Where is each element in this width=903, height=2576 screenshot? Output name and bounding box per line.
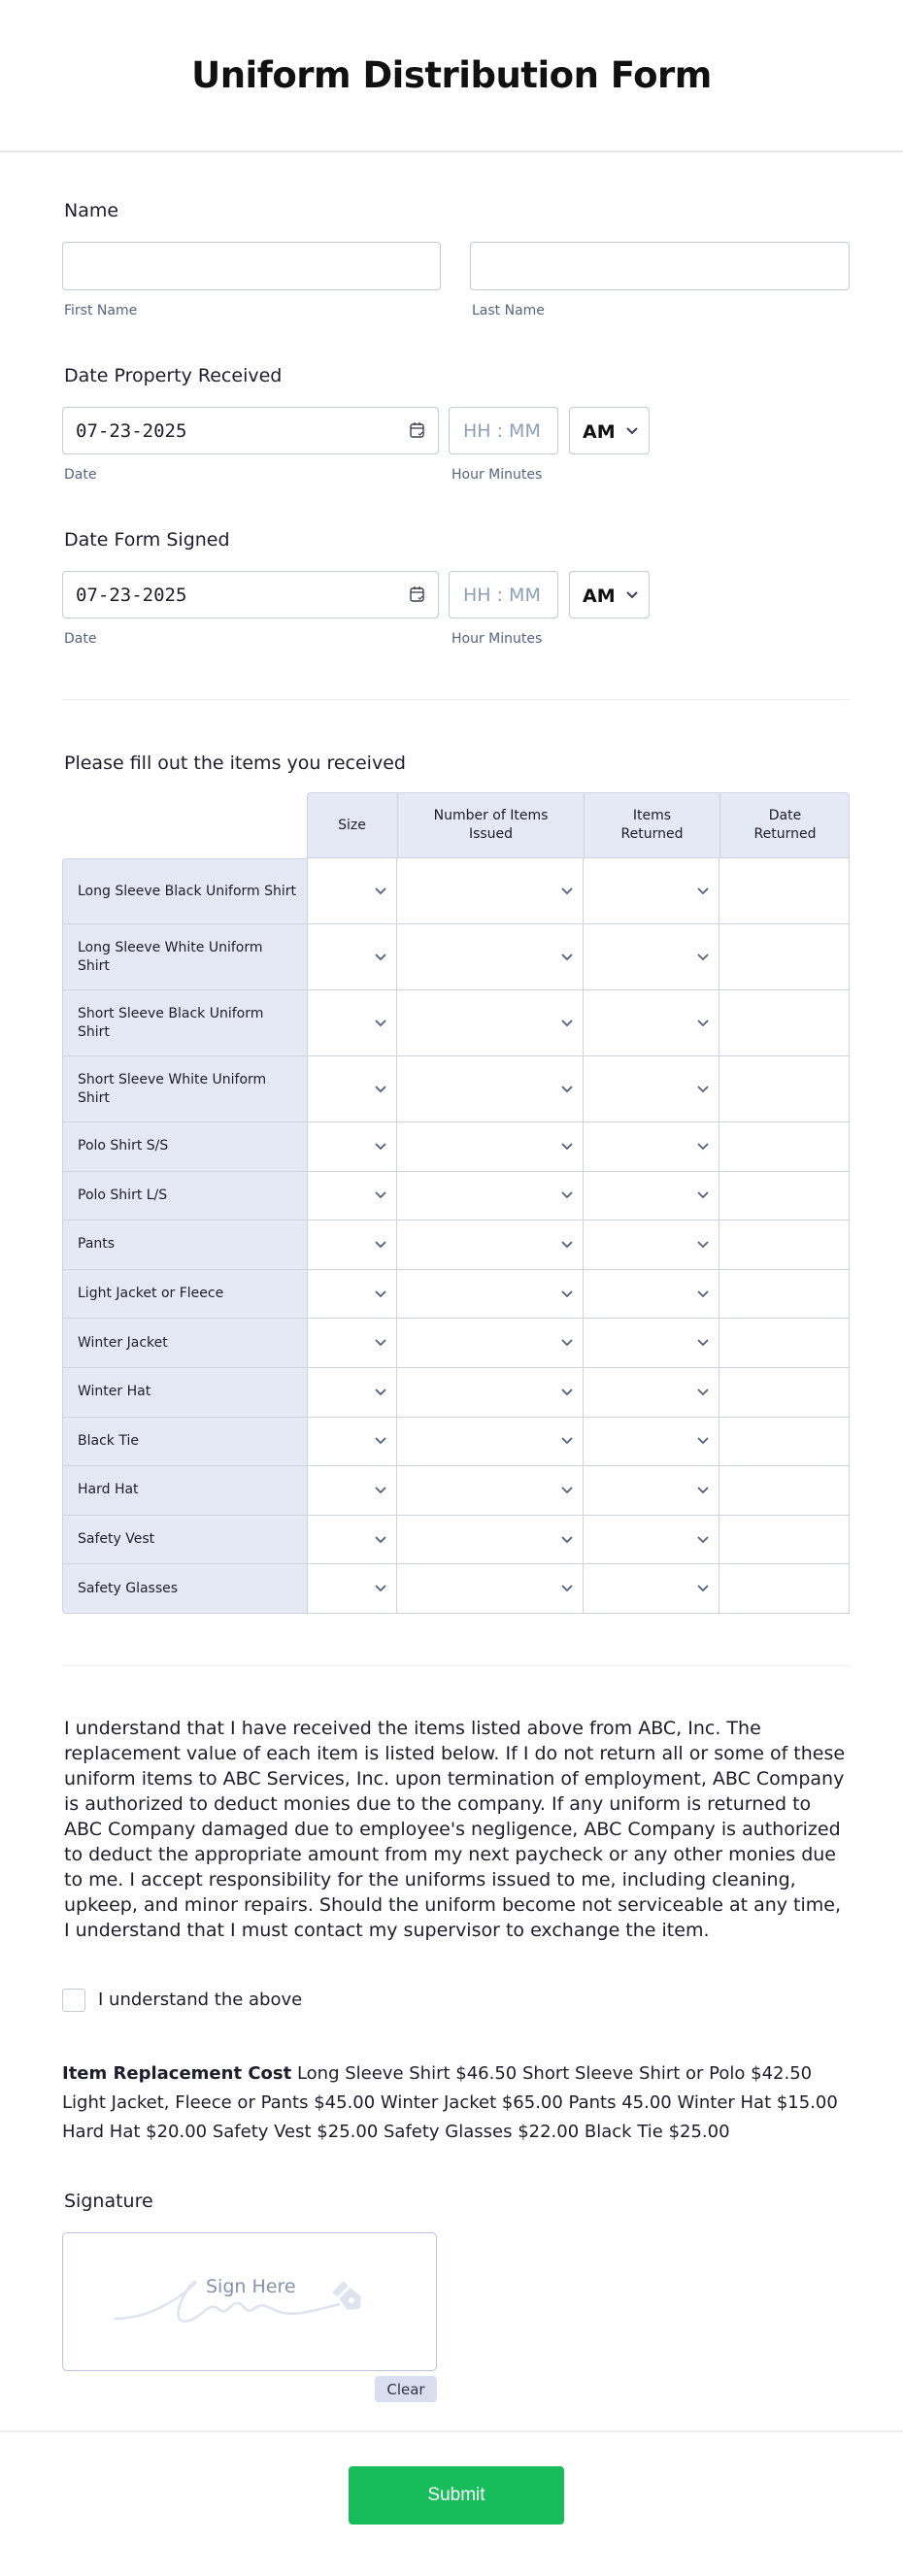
- date-returned-input[interactable]: [719, 1516, 850, 1565]
- time-signed-placeholder: HH : MM: [463, 585, 541, 606]
- number-issued-select[interactable]: [396, 1319, 583, 1368]
- number-issued-select[interactable]: [396, 1516, 583, 1565]
- number-issued-select[interactable]: [396, 1122, 583, 1172]
- chevron-down-icon: [561, 1487, 573, 1494]
- date-returned-input[interactable]: [719, 1319, 850, 1368]
- chevron-down-icon: [697, 1437, 709, 1445]
- number-issued-select[interactable]: [396, 1368, 583, 1418]
- table-row-label: Polo Shirt S/S: [62, 1122, 307, 1172]
- size-select[interactable]: [307, 924, 396, 990]
- calendar-icon[interactable]: [409, 421, 426, 439]
- chevron-down-icon: [375, 1388, 386, 1396]
- size-select[interactable]: [307, 1319, 396, 1368]
- number-issued-select[interactable]: [396, 1270, 583, 1320]
- chevron-down-icon: [697, 1536, 709, 1544]
- table-row-label: Pants: [62, 1221, 307, 1270]
- date-signed-input[interactable]: [62, 571, 439, 619]
- number-issued-select[interactable]: [396, 1172, 583, 1221]
- understand-checkbox-label: I understand the above: [98, 1990, 303, 2010]
- items-returned-select[interactable]: [583, 1564, 719, 1614]
- column-header-number-issued: Number of Items Issued: [397, 793, 584, 857]
- time-signed-input[interactable]: [449, 571, 558, 619]
- chevron-down-icon: [561, 1536, 573, 1544]
- table-row-label: Short Sleeve Black Uniform Shirt: [62, 990, 307, 1056]
- chevron-down-icon: [561, 1241, 573, 1249]
- chevron-down-icon: [697, 887, 709, 895]
- chevron-down-icon: [375, 1086, 386, 1093]
- ampm-received-select[interactable]: [569, 407, 650, 454]
- time-received-input[interactable]: [449, 407, 558, 454]
- column-header-size: Size: [338, 817, 366, 833]
- calendar-icon[interactable]: [409, 585, 426, 603]
- chevron-down-icon: [697, 1191, 709, 1199]
- date-returned-input[interactable]: [719, 1056, 850, 1122]
- chevron-down-icon: [561, 1339, 573, 1347]
- size-select[interactable]: [307, 1122, 396, 1172]
- time-signed-sublabel: Hour Minutes: [452, 631, 543, 647]
- table-row-label: Long Sleeve White Uniform Shirt: [62, 924, 307, 990]
- table-header: [307, 792, 850, 858]
- chevron-down-icon: [561, 1020, 573, 1027]
- chevron-down-icon: [697, 1487, 709, 1494]
- table-row-label: Black Tie: [62, 1418, 307, 1467]
- size-select[interactable]: [307, 1172, 396, 1221]
- date-received-sublabel: Date: [64, 467, 97, 483]
- first-name-input[interactable]: [62, 242, 441, 290]
- chevron-down-icon: [697, 1143, 709, 1151]
- chevron-down-icon: [697, 1339, 709, 1347]
- ampm-signed-value: AM: [583, 585, 616, 607]
- chevron-down-icon: [375, 1585, 386, 1592]
- size-select[interactable]: [307, 1466, 396, 1516]
- chevron-down-icon: [375, 1339, 386, 1347]
- date-signed-value: 07-23-2025: [76, 585, 187, 606]
- table-row-label: Hard Hat: [62, 1466, 307, 1516]
- time-received-placeholder: HH : MM: [463, 420, 541, 442]
- date-returned-input[interactable]: [719, 1368, 850, 1418]
- chevron-down-icon: [561, 887, 573, 895]
- size-select[interactable]: [307, 1270, 396, 1320]
- chevron-down-icon: [561, 1191, 573, 1199]
- chevron-down-icon: [561, 1290, 573, 1298]
- ampm-received-value: AM: [583, 421, 616, 443]
- items-returned-select[interactable]: [583, 1368, 719, 1418]
- chevron-down-icon: [561, 1143, 573, 1151]
- items-returned-select[interactable]: [583, 1319, 719, 1368]
- date-signed-label: Date Form Signed: [64, 529, 230, 551]
- chevron-down-icon: [697, 1585, 709, 1592]
- size-select[interactable]: [307, 1564, 396, 1614]
- chevron-down-icon: [697, 1388, 709, 1396]
- items-returned-select[interactable]: [583, 1466, 719, 1516]
- date-received-value: 07-23-2025: [76, 420, 187, 442]
- chevron-down-icon: [697, 1020, 709, 1027]
- chevron-down-icon: [375, 953, 386, 961]
- date-returned-input[interactable]: [719, 1564, 850, 1614]
- submit-button[interactable]: Submit: [349, 2466, 564, 2525]
- first-name-sublabel: First Name: [64, 303, 138, 318]
- table-row-label: Winter Hat: [62, 1368, 307, 1418]
- date-returned-input[interactable]: [719, 1418, 850, 1467]
- items-returned-select[interactable]: [583, 924, 719, 990]
- size-select[interactable]: [307, 1516, 396, 1565]
- items-returned-select[interactable]: [583, 1418, 719, 1467]
- size-select[interactable]: [307, 1221, 396, 1270]
- chevron-down-icon: [375, 1191, 386, 1199]
- time-received-sublabel: Hour Minutes: [452, 467, 543, 483]
- chevron-down-icon: [375, 1487, 386, 1494]
- signature-label: Signature: [64, 2191, 153, 2212]
- date-returned-input[interactable]: [719, 1122, 850, 1172]
- footer-divider: [0, 2430, 903, 2432]
- date-returned-input[interactable]: [719, 990, 850, 1056]
- ampm-signed-select[interactable]: [569, 571, 650, 619]
- number-issued-select[interactable]: [396, 1418, 583, 1467]
- number-issued-select[interactable]: [396, 924, 583, 990]
- items-returned-select[interactable]: [583, 1056, 719, 1122]
- items-returned-select[interactable]: [583, 858, 719, 924]
- number-issued-select[interactable]: [396, 858, 583, 924]
- chevron-down-icon: [375, 1437, 386, 1445]
- items-returned-select[interactable]: [583, 1122, 719, 1172]
- chevron-down-icon: [375, 887, 386, 895]
- understand-checkbox[interactable]: [62, 1989, 85, 2012]
- form-header: [0, 0, 903, 152]
- date-returned-input[interactable]: [719, 1172, 850, 1221]
- section-divider: [62, 699, 850, 700]
- date-returned-input[interactable]: [719, 1221, 850, 1270]
- chevron-down-icon: [375, 1143, 386, 1151]
- chevron-down-icon: [697, 953, 709, 961]
- section-divider: [62, 1665, 850, 1666]
- size-select[interactable]: [307, 1368, 396, 1418]
- table-row-label: Short Sleeve White Uniform Shirt: [62, 1056, 307, 1122]
- clear-signature-button[interactable]: Clear: [375, 2376, 437, 2402]
- table-row-label: Polo Shirt L/S: [62, 1172, 307, 1221]
- replacement-cost-heading: Item Replacement Cost: [62, 2063, 292, 2084]
- chevron-down-icon: [561, 1086, 573, 1093]
- items-returned-select[interactable]: [583, 990, 719, 1056]
- signature-pad[interactable]: [62, 2232, 437, 2371]
- chevron-down-icon: [561, 1585, 573, 1592]
- chevron-down-icon: [697, 1241, 709, 1249]
- size-select[interactable]: [307, 1418, 396, 1467]
- number-issued-select[interactable]: [396, 1056, 583, 1122]
- chevron-down-icon: [626, 427, 638, 435]
- signature-placeholder: Sign Here: [206, 2276, 296, 2297]
- replacement-cost-list: Long Sleeve Shirt $46.50 Short Sleeve Shirt or Polo $42.50 Light Jacket, Fleece or Pants $45.00 Winter Jacket $65.00 Pants 45.00 Winter Hat $15.00 Hard Hat $20.00 Safety Vest $25.00 Safety Glasses $22.00 Black Tie $25.00: [62, 2063, 838, 2142]
- chevron-down-icon: [375, 1020, 386, 1027]
- number-issued-select[interactable]: [396, 990, 583, 1056]
- number-issued-select[interactable]: [396, 1466, 583, 1516]
- name-label: Name: [64, 200, 119, 221]
- chevron-down-icon: [375, 1536, 386, 1544]
- table-row-label: Safety Glasses: [62, 1564, 307, 1614]
- date-returned-input[interactable]: [719, 1466, 850, 1516]
- replacement-cost-text: [62, 2059, 839, 2147]
- chevron-down-icon: [561, 953, 573, 961]
- chevron-down-icon: [697, 1290, 709, 1298]
- number-issued-select[interactable]: [396, 1564, 583, 1614]
- table-row-label: Safety Vest: [62, 1516, 307, 1565]
- column-header-items-returned: Items Returned: [584, 793, 719, 857]
- chevron-down-icon: [375, 1290, 386, 1298]
- table-row-label: Light Jacket or Fleece: [62, 1270, 307, 1320]
- items-returned-select[interactable]: [583, 1172, 719, 1221]
- chevron-down-icon: [375, 1241, 386, 1249]
- last-name-input[interactable]: [470, 242, 850, 290]
- size-select[interactable]: [307, 1056, 396, 1122]
- date-signed-sublabel: Date: [64, 631, 97, 647]
- date-returned-input[interactable]: [719, 858, 850, 924]
- date-received-input[interactable]: [62, 407, 439, 454]
- number-issued-select[interactable]: [396, 1221, 583, 1270]
- items-returned-select[interactable]: [583, 1516, 719, 1565]
- signature-scribble-icon: [112, 2272, 384, 2330]
- agreement-text: I understand that I have received the items listed above from ABC, Inc. The replacement value of each item is listed below. If I do not return all or some of these uniform items to ABC Services, Inc. upon termination of employment, ABC Company is authorized to deduct monies due to the company. If any uniform is returned to ABC Company damaged due to employee's negligence, ABC Company is authorized to deduct the appropriate amount from my next paycheck or any other monies due to me. I accept responsibility for the uniforms issued to me, including cleaning, upkeep, and minor repairs. Should the uniform become not serviceable at any time, I understand that I must contact my supervisor to exchange the item.: [64, 1718, 846, 1941]
- chevron-down-icon: [697, 1086, 709, 1093]
- last-name-sublabel: Last Name: [472, 303, 545, 318]
- table-row-label: Long Sleeve Black Uniform Shirt: [62, 858, 307, 924]
- chevron-down-icon: [626, 591, 638, 599]
- form-title: Uniform Distribution Form: [191, 54, 712, 96]
- size-select[interactable]: [307, 858, 396, 924]
- chevron-down-icon: [561, 1437, 573, 1445]
- items-returned-select[interactable]: [583, 1221, 719, 1270]
- date-returned-input[interactable]: [719, 1270, 850, 1320]
- chevron-down-icon: [561, 1388, 573, 1396]
- items-returned-select[interactable]: [583, 1270, 719, 1320]
- date-received-label: Date Property Received: [64, 365, 283, 386]
- items-table-label: Please fill out the items you received: [64, 753, 406, 774]
- size-select[interactable]: [307, 990, 396, 1056]
- table-row-label: Winter Jacket: [62, 1319, 307, 1368]
- column-header-date-returned: Date Returned: [719, 793, 850, 857]
- date-returned-input[interactable]: [719, 924, 850, 990]
